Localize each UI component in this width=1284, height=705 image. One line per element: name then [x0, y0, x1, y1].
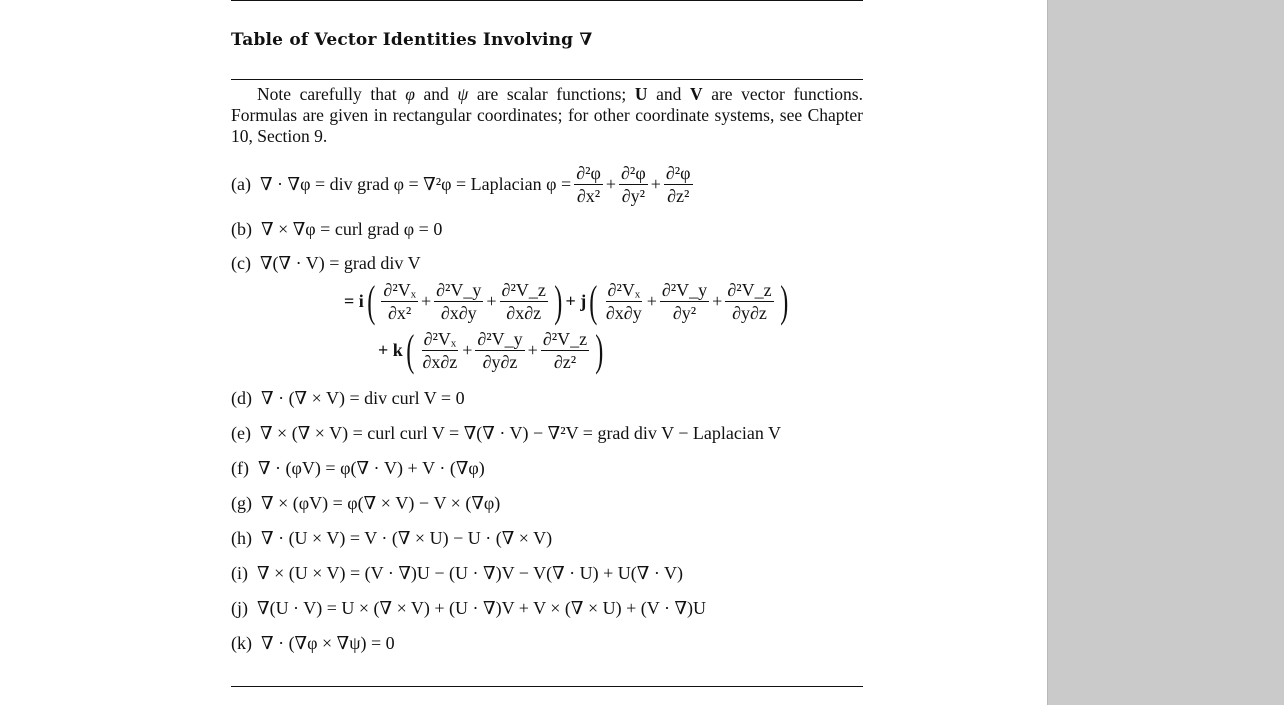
identity-c-line3: + k ( $\frac{\text{∂²Vₓ}}{\partial x\partial z}$ + $\frac{\text{∂²V\_y}}{\partial y\partial z}$ + $\frac{\text{∂²V\_z}}{\text{∂z²}}$ ) [378, 325, 604, 375]
identity-label: (a) [231, 174, 251, 194]
intro-note: Note carefully that φ and ψ are scalar functions; U and V are vector functions. Formulas are given in rectangular coordinates; for other coordinate systems, see Chapter 10, Section 9. [231, 84, 863, 146]
fraction: $\frac{\text{∂²V\_z}}{\text{∂z²}}$ [542, 329, 588, 372]
fraction: $\frac{\text{∂²V\_y}}{\partial y\partial z}$ [477, 329, 523, 372]
fraction: $\frac{\text{∂²V\_y}}{\text{∂y²}}$ [661, 280, 708, 323]
identity-c [231, 253, 421, 274]
identity-f [231, 458, 485, 479]
identity-f-text: ∇ · (φV) = φ(∇ · V) + V · (∇φ) [257, 458, 485, 478]
identity-j-text: ∇(U · V) = U × (∇ × V) + (U · ∇)V + V × (∇ × U) + (V · ∇)U [257, 598, 707, 618]
identity-d-text: ∇ · (∇ × V) = div curl V = 0 [261, 388, 465, 408]
identity-h [231, 528, 552, 549]
identity-label: (e) [231, 423, 251, 443]
identity-h-text: ∇ · (U × V) = V · (∇ × U) − U · (∇ × V) [261, 528, 553, 548]
top-rule [231, 0, 863, 1]
identity-b [231, 219, 442, 240]
fraction: $\frac{\text{∂²φ}}{\text{∂z²}}$ [665, 163, 691, 206]
identity-label: (i) [231, 563, 248, 583]
identity-k-text: ∇ · (∇φ × ∇ψ) = 0 [261, 633, 395, 653]
identity-j [231, 598, 706, 619]
identity-g [231, 493, 500, 514]
identity-a-text: ∇ · ∇φ = div grad φ = ∇²φ = Laplacian φ = [259, 174, 572, 194]
identity-label: (g) [231, 493, 252, 513]
fraction: $\frac{\text{∂²Vₓ}}{\text{∂x²}}$ [383, 280, 416, 323]
identity-g-text: ∇ × (φV) = φ(∇ × V) − V × (∇φ) [261, 493, 501, 513]
fraction: $\frac{\text{∂²φ}}{\text{∂y²}}$ [621, 163, 646, 206]
fraction: $\frac{\text{∂²φ}}{\text{∂x²}}$ [576, 163, 601, 206]
fraction: $\frac{\text{∂²Vₓ}}{\partial x\partial y}$ [605, 280, 642, 323]
identity-label: (h) [231, 528, 252, 548]
identity-label: (j) [231, 598, 248, 618]
fraction: $\frac{\text{∂²V\_z}}{\partial x\partial z}$ [501, 280, 546, 323]
identity-label: (k) [231, 633, 252, 653]
fraction: $\frac{\text{∂²V\_y}}{\partial x\partial y}$ [436, 280, 482, 323]
identity-i-text: ∇ × (U × V) = (V · ∇)U − (U · ∇)V − V(∇ · U) + U(∇ · V) [257, 563, 684, 583]
identity-d [231, 388, 465, 409]
identity-c-line2: = i ( $\frac{\text{∂²Vₓ}}{\text{∂x²}}$ + $\frac{\text{∂²V\_y}}{\partial x\partial y}$ + $\frac{\text{∂²V\_z}}{\partial x\partial z}$ ) + j ( $\frac{\text{∂²Vₓ}}{\partial x\partial y}$ + $\frac{\text{∂²V\_y}}{\text{∂y²}}$ + $\frac{\text{∂²V\_z}}{\partial y\partial z}$ ) [344, 276, 788, 326]
fraction: $\frac{\text{∂²V\_z}}{\partial y\partial z}$ [727, 280, 772, 323]
identity-label: (d) [231, 388, 252, 408]
identity-label: (c) [231, 253, 251, 273]
viewer-background [1047, 0, 1284, 705]
identity-b-text: ∇ × ∇φ = curl grad φ = 0 [261, 219, 443, 239]
title-rule [231, 79, 863, 80]
identity-label: (f) [231, 458, 249, 478]
identity-k [231, 633, 395, 654]
page-title: Table of Vector Identities Involving ∇ [231, 30, 593, 50]
fraction: $\frac{\text{∂²Vₓ}}{\partial x\partial z}$ [422, 329, 458, 372]
identity-label: (b) [231, 219, 252, 239]
identity-i [231, 563, 683, 584]
identity-e-text: ∇ × (∇ × V) = curl curl V = ∇(∇ · V) − ∇²V = grad div V − Laplacian V [259, 423, 782, 443]
identity-e [231, 423, 781, 444]
bottom-rule [231, 686, 863, 687]
identity-a: (a) ∇ · ∇φ = div grad φ = ∇²φ = Laplacian φ = $\frac{\text{∂²φ}}{\text{∂x²}}$ + $\frac{\text{∂²φ}}{\text{∂y²}}$ + $\frac{\text{∂²φ}}{\text{∂z²}}$ [231, 163, 691, 206]
identity-c-text: ∇(∇ · V) = grad div V [259, 253, 421, 273]
